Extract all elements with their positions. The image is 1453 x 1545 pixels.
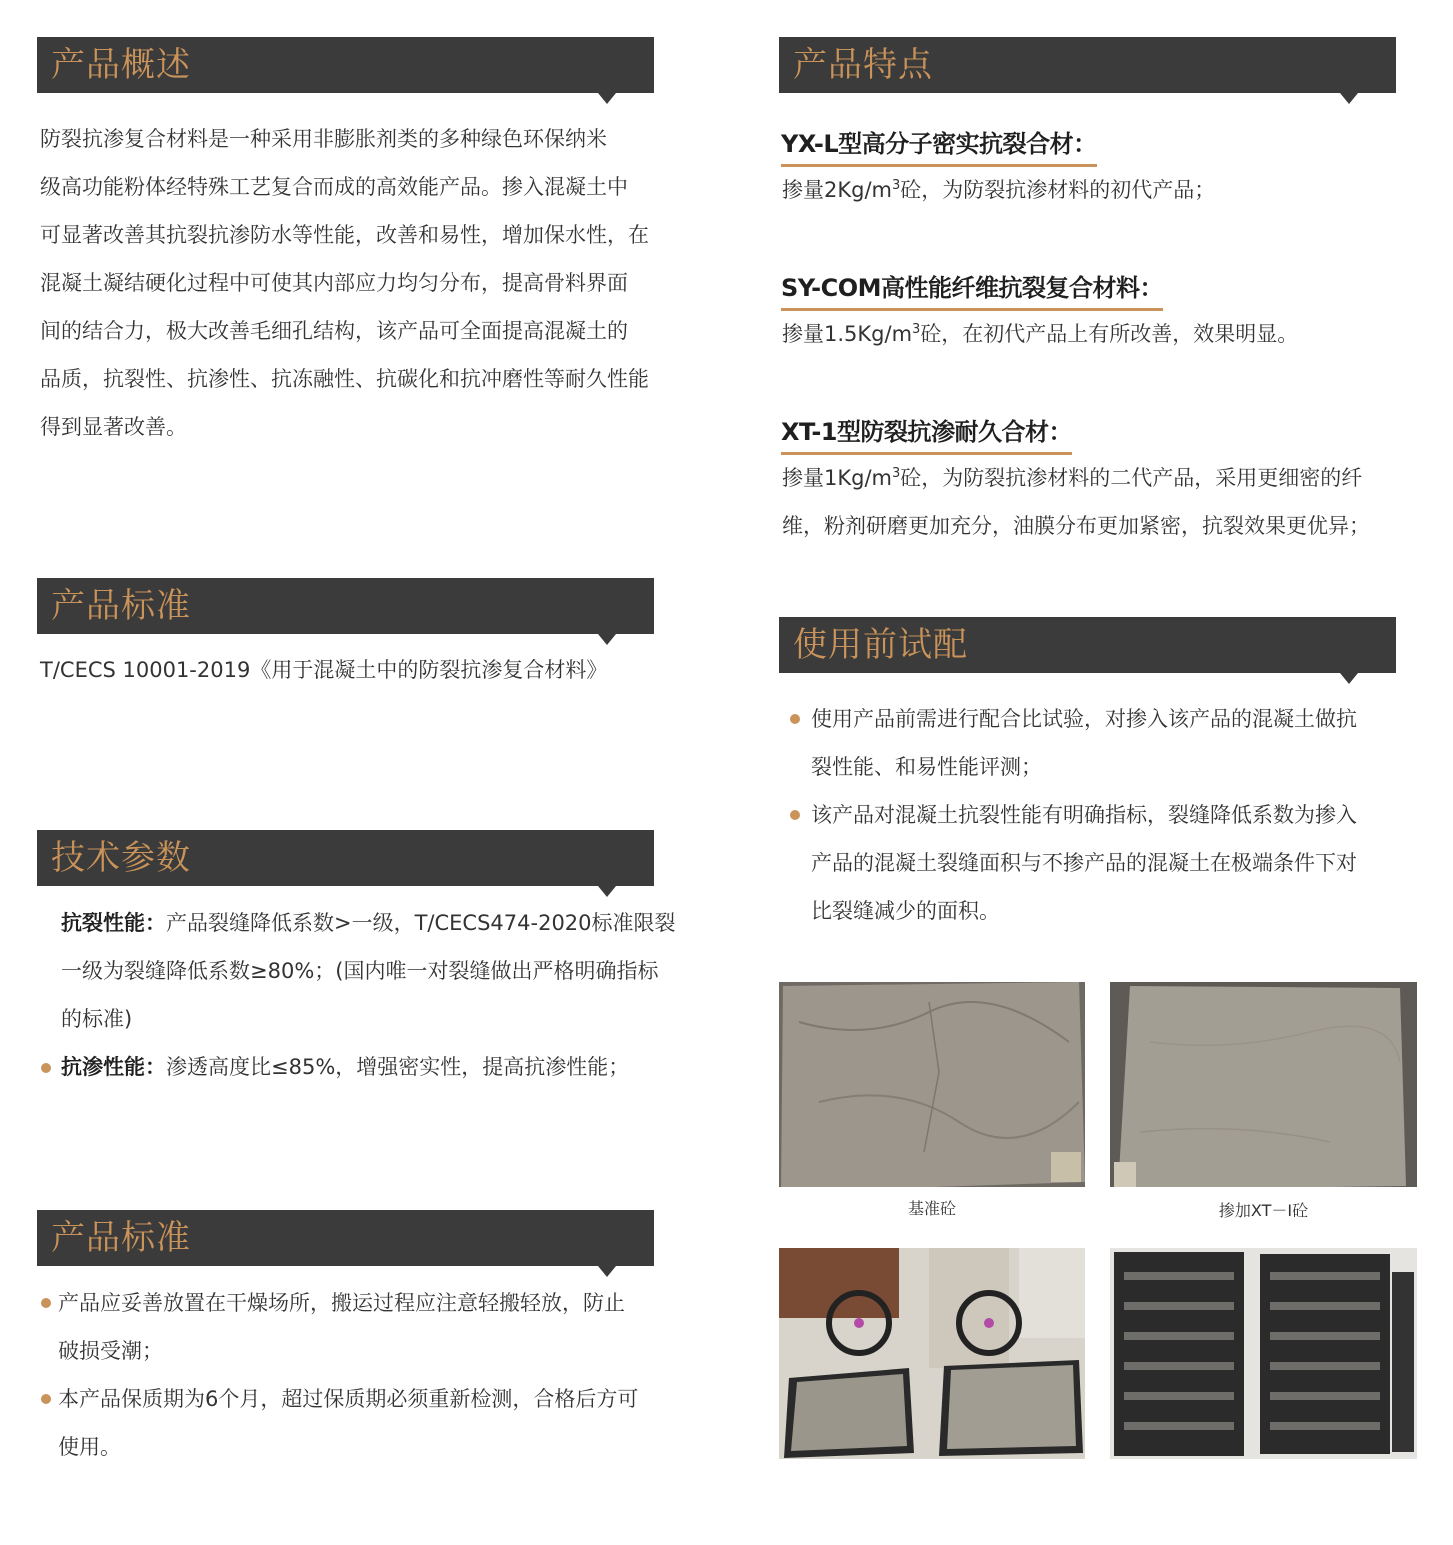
banner-notch [598, 93, 616, 104]
seep-text: 渗透高度比≤85%，增强密实性，提高抗渗性能； [166, 1055, 630, 1079]
storage-banner [37, 1210, 654, 1266]
seep-label: 抗渗性能： [61, 1055, 166, 1079]
photo-fan-test [779, 1248, 1085, 1459]
photo-xt-concrete [1110, 982, 1417, 1194]
overview-title: 产品概述 [51, 45, 191, 85]
storage-item-2-line: 本产品保质期为6个月，超过保质期必须重新检测，合格后方可 [58, 1387, 639, 1411]
caption-baseline: 基准砼 [907, 1199, 956, 1218]
features-title: 产品特点 [793, 45, 933, 85]
overview-paragraph [40, 115, 670, 451]
trial-title: 使用前试配 [793, 625, 968, 665]
standard-banner [37, 578, 654, 634]
photo-mold [1110, 1248, 1417, 1459]
trial-item-1 [811, 695, 1357, 791]
crack-text: 产品裂缝降低系数>一级，T/CECS474-2020标准限裂 [166, 911, 676, 935]
features-banner [779, 37, 1396, 93]
photo-baseline-concrete [779, 982, 1085, 1194]
crack-text-2: 一级为裂缝降低系数≥80%；(国内唯一对裂缝做出严格明确指标 [61, 959, 659, 983]
overview-line: 得到显著改善。 [40, 415, 187, 439]
storage-item-1 [58, 1279, 625, 1375]
feature-1-text: 掺量$2Kg/m^3$砼，为防裂抗渗材料的初代产品； [782, 178, 1216, 202]
feature-2-text: 掺量$1.5Kg/m^3$砼，在初代产品上有所改善，效果明显。 [782, 322, 1299, 346]
bullet-dot [41, 1394, 51, 1404]
standard-title: 产品标准 [51, 586, 191, 626]
trial-item-1-line: 使用产品前需进行配合比试验，对掺入该产品的混凝土做抗 [811, 707, 1357, 731]
seep-performance [61, 1043, 629, 1091]
overview-line: 级高功能粉体经特殊工艺复合而成的高效能产品。掺入混凝土中 [40, 175, 628, 199]
concrete-slab-image [779, 982, 1085, 1194]
storage-item-1-line: 破损受潮； [58, 1339, 163, 1363]
fan-test-image [779, 1248, 1085, 1459]
trial-item-1-line: 裂性能、和易性能评测； [811, 755, 1042, 779]
banner-notch [598, 634, 616, 645]
storage-item-2 [58, 1375, 638, 1471]
bullet-dot [790, 714, 800, 724]
trial-item-2 [811, 791, 1357, 935]
bullet-dot [790, 810, 800, 820]
crack-text-3: 的标准) [61, 1007, 133, 1031]
feature-3-text: 掺量$1Kg/m^3$砼，为防裂抗渗材料的二代产品，采用更细密的纤 维，粉剂研磨更加充分，油膜分布更加紧密，抗裂效果更优异； [782, 454, 1370, 550]
bullet-dot [41, 1063, 51, 1073]
tech-banner [37, 830, 654, 886]
crack-label: 抗裂性能： [61, 911, 166, 935]
feature-3-title: XT-1型防裂抗渗耐久合材： [781, 412, 1072, 455]
trial-item-2-line: 产品的混凝土裂缝面积与不掺产品的混凝土在极端条件下对 [811, 851, 1357, 875]
storage-item-1-line: 产品应妥善放置在干燥场所，搬运过程应注意轻搬轻放，防止 [58, 1291, 625, 1315]
trial-banner [779, 617, 1396, 673]
bullet-dot [41, 1298, 51, 1308]
feature-3-text-line2: 维，粉剂研磨更加充分，油膜分布更加紧密，抗裂效果更优异； [782, 514, 1370, 538]
storage-item-2-line: 使用。 [58, 1435, 121, 1459]
storage-title: 产品标准 [51, 1218, 191, 1258]
overview-line: 可显著改善其抗裂抗渗防水等性能，改善和易性，增加保水性，在 [40, 223, 649, 247]
overview-line: 防裂抗渗复合材料是一种采用非膨胀剂类的多种绿色环保纳米 [40, 127, 607, 151]
concrete-slab-image [1110, 982, 1417, 1194]
overview-line: 间的结合力，极大改善毛细孔结构，该产品可全面提高混凝土的 [40, 319, 628, 343]
crack-performance [61, 899, 676, 1043]
overview-line: 混凝土凝结硬化过程中可使其内部应力均匀分布，提高骨料界面 [40, 271, 628, 295]
trial-item-2-line: 该产品对混凝土抗裂性能有明确指标，裂缝降低系数为掺入 [811, 803, 1357, 827]
caption-xt: 掺加XT－I砼 [1218, 1201, 1309, 1220]
banner-notch [1340, 673, 1358, 684]
tech-title: 技术参数 [51, 838, 191, 878]
banner-notch [598, 886, 616, 897]
feature-2-title: SY-COM高性能纤维抗裂复合材料： [781, 268, 1163, 311]
feature-1-title: YX-L型高分子密实抗裂合材： [781, 124, 1097, 167]
mold-image [1110, 1248, 1417, 1459]
standard-text: T/CECS 10001-2019《用于混凝土中的防裂抗渗复合材料》 [40, 658, 608, 682]
overview-banner [37, 37, 654, 93]
banner-notch [1340, 93, 1358, 104]
banner-notch [598, 1266, 616, 1277]
overview-line: 品质，抗裂性、抗渗性、抗冻融性、抗碳化和抗冲磨性等耐久性能 [40, 367, 649, 391]
trial-item-2-line: 比裂缝减少的面积。 [811, 899, 1000, 923]
